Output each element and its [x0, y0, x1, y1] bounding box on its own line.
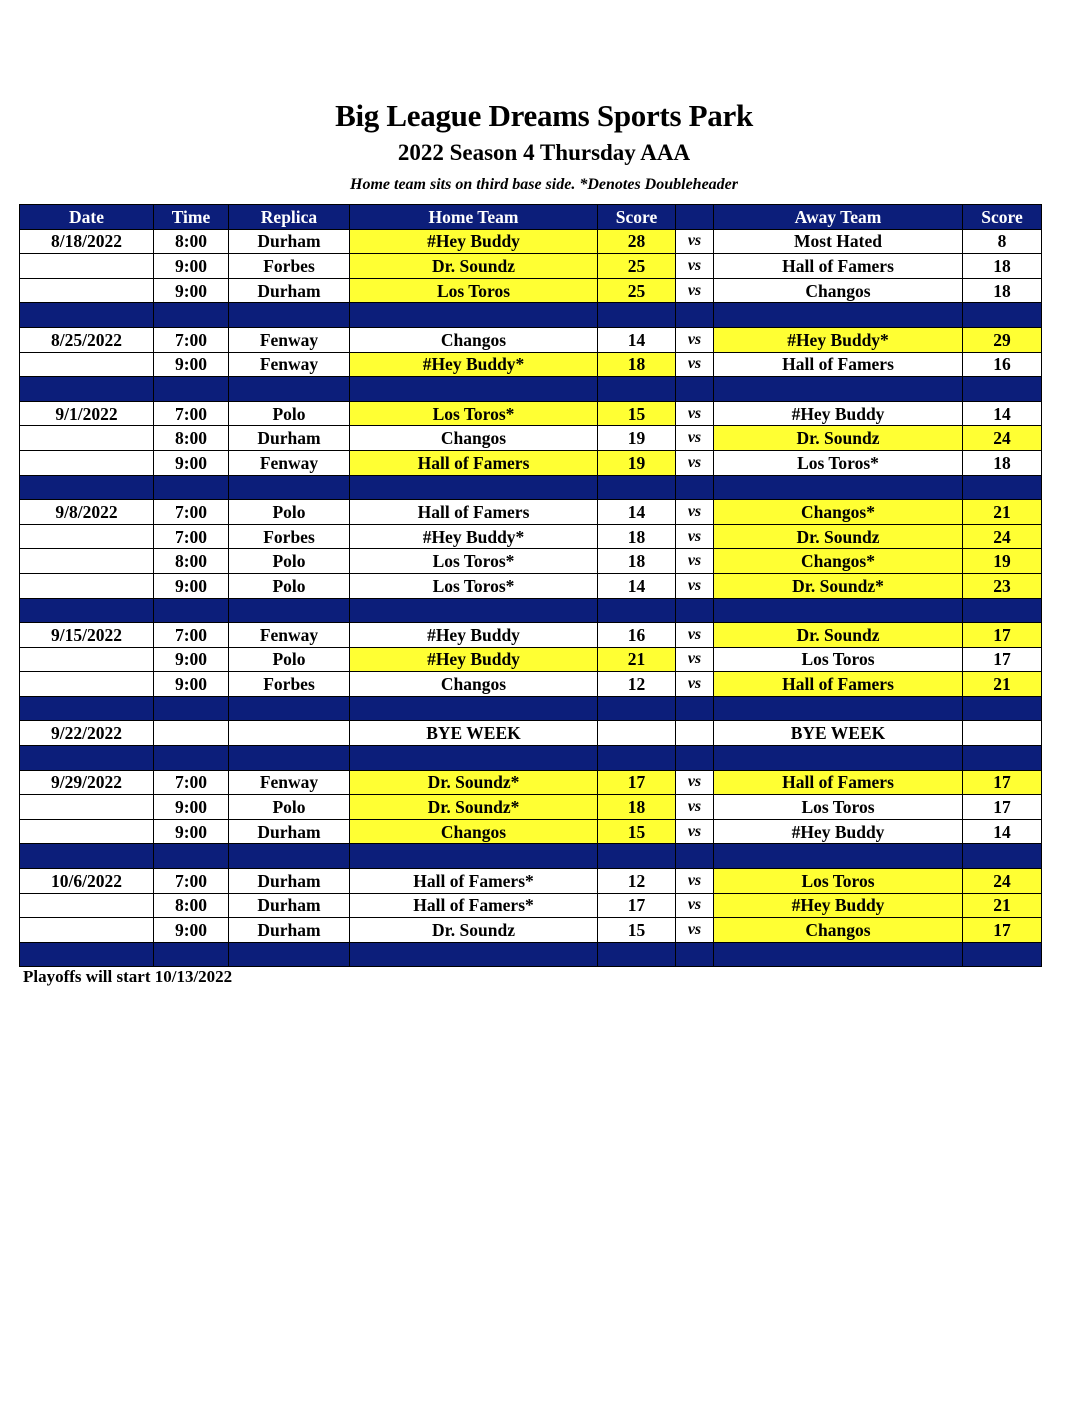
- game-row: [20, 524, 1042, 549]
- vs-cell: vs: [676, 352, 714, 377]
- home-score-cell: 21: [598, 647, 676, 672]
- page-subtitle: 2022 Season 4 Thursday AAA: [397, 140, 691, 165]
- away-team-cell: Hall of Famers: [714, 254, 963, 279]
- separator-cell: [229, 844, 350, 869]
- game-row: [20, 549, 1042, 574]
- bye-week-row: [20, 721, 1042, 746]
- home-score-cell: [598, 721, 676, 746]
- replica-cell: Fenway: [229, 327, 350, 352]
- separator-cell: [598, 303, 676, 328]
- replica-cell: [229, 721, 350, 746]
- home-team-cell: Hall of Famers: [350, 500, 598, 525]
- separator-cell: [154, 303, 229, 328]
- date-cell: [20, 524, 154, 549]
- separator-cell: [350, 303, 598, 328]
- separator-cell: [598, 746, 676, 771]
- home-team-cell: #Hey Buddy: [350, 229, 598, 254]
- game-row: [20, 672, 1042, 697]
- home-score-cell: 19: [598, 426, 676, 451]
- game-row: [20, 623, 1042, 648]
- replica-cell: Durham: [229, 918, 350, 943]
- vs-cell: vs: [676, 426, 714, 451]
- time-cell: 9:00: [154, 278, 229, 303]
- separator-row: [20, 377, 1042, 402]
- home-team-cell: Dr. Soundz*: [350, 795, 598, 820]
- game-row: [20, 278, 1042, 303]
- separator-row: [20, 746, 1042, 771]
- time-cell: 9:00: [154, 573, 229, 598]
- separator-cell: [676, 598, 714, 623]
- page-title: Big League Dreams Sports Park: [335, 98, 753, 133]
- replica-cell: Durham: [229, 426, 350, 451]
- away-score-cell: 16: [963, 352, 1042, 377]
- home-team-cell: Hall of Famers*: [350, 893, 598, 918]
- separator-cell: [350, 942, 598, 967]
- time-cell: 9:00: [154, 254, 229, 279]
- time-cell: 8:00: [154, 893, 229, 918]
- time-cell: 9:00: [154, 352, 229, 377]
- home-score-cell: 16: [598, 623, 676, 648]
- vs-cell: [676, 721, 714, 746]
- date-cell: [20, 795, 154, 820]
- separator-cell: [598, 598, 676, 623]
- separator-cell: [154, 598, 229, 623]
- away-score-cell: 17: [963, 647, 1042, 672]
- away-score-cell: 21: [963, 500, 1042, 525]
- home-team-cell: #Hey Buddy*: [350, 524, 598, 549]
- game-row: [20, 229, 1042, 254]
- replica-cell: Forbes: [229, 254, 350, 279]
- separator-cell: [229, 598, 350, 623]
- time-cell: 7:00: [154, 327, 229, 352]
- away-score-cell: 19: [963, 549, 1042, 574]
- separator-cell: [676, 942, 714, 967]
- away-team-cell: Dr. Soundz: [714, 426, 963, 451]
- time-cell: [154, 721, 229, 746]
- home-score-cell: 28: [598, 229, 676, 254]
- date-cell: [20, 278, 154, 303]
- vs-cell: vs: [676, 672, 714, 697]
- game-row: [20, 573, 1042, 598]
- separator-cell: [676, 746, 714, 771]
- away-score-cell: 21: [963, 893, 1042, 918]
- time-cell: 8:00: [154, 229, 229, 254]
- game-row: [20, 254, 1042, 279]
- separator-cell: [20, 598, 154, 623]
- vs-cell: vs: [676, 549, 714, 574]
- replica-cell: Fenway: [229, 623, 350, 648]
- away-team-cell: Los Toros: [714, 795, 963, 820]
- away-team-cell: #Hey Buddy: [714, 893, 963, 918]
- away-team-cell: #Hey Buddy*: [714, 327, 963, 352]
- vs-cell: vs: [676, 869, 714, 894]
- separator-cell: [598, 844, 676, 869]
- away-team-cell: Los Toros: [714, 869, 963, 894]
- time-cell: 9:00: [154, 672, 229, 697]
- date-cell: 9/8/2022: [20, 500, 154, 525]
- schedule-table: [19, 204, 1042, 967]
- separator-cell: [350, 598, 598, 623]
- away-score-cell: 17: [963, 918, 1042, 943]
- away-score-cell: 24: [963, 869, 1042, 894]
- away-team-cell: #Hey Buddy: [714, 401, 963, 426]
- time-cell: 7:00: [154, 623, 229, 648]
- away-team-cell: Most Hated: [714, 229, 963, 254]
- away-score-cell: 8: [963, 229, 1042, 254]
- away-score-cell: [963, 721, 1042, 746]
- replica-cell: Polo: [229, 795, 350, 820]
- separator-cell: [676, 303, 714, 328]
- separator-cell: [963, 942, 1042, 967]
- replica-cell: Durham: [229, 819, 350, 844]
- home-team-cell: Hall of Famers*: [350, 869, 598, 894]
- separator-cell: [229, 746, 350, 771]
- game-row: [20, 450, 1042, 475]
- col-header-away-score: Score: [963, 205, 1042, 230]
- away-team-cell: Hall of Famers: [714, 672, 963, 697]
- separator-cell: [714, 746, 963, 771]
- date-cell: 8/18/2022: [20, 229, 154, 254]
- separator-cell: [229, 303, 350, 328]
- time-cell: 9:00: [154, 450, 229, 475]
- vs-cell: vs: [676, 327, 714, 352]
- date-cell: 10/6/2022: [20, 869, 154, 894]
- home-score-cell: 17: [598, 893, 676, 918]
- separator-cell: [350, 377, 598, 402]
- home-team-cell: Changos: [350, 327, 598, 352]
- home-score-cell: 25: [598, 278, 676, 303]
- date-cell: [20, 672, 154, 697]
- away-team-cell: Dr. Soundz: [714, 524, 963, 549]
- replica-cell: Durham: [229, 229, 350, 254]
- game-row: [20, 327, 1042, 352]
- vs-cell: vs: [676, 254, 714, 279]
- separator-cell: [963, 746, 1042, 771]
- time-cell: 7:00: [154, 869, 229, 894]
- home-score-cell: 25: [598, 254, 676, 279]
- game-row: [20, 770, 1042, 795]
- home-team-cell: Changos: [350, 819, 598, 844]
- away-score-cell: 23: [963, 573, 1042, 598]
- col-header-away-team: Away Team: [714, 205, 963, 230]
- date-cell: [20, 254, 154, 279]
- time-cell: 9:00: [154, 918, 229, 943]
- away-team-cell: Changos*: [714, 549, 963, 574]
- date-cell: [20, 352, 154, 377]
- home-team-cell: Los Toros: [350, 278, 598, 303]
- away-team-cell: Dr. Soundz: [714, 623, 963, 648]
- time-cell: 7:00: [154, 500, 229, 525]
- separator-cell: [714, 598, 963, 623]
- replica-cell: Polo: [229, 647, 350, 672]
- separator-cell: [598, 696, 676, 721]
- game-row: [20, 401, 1042, 426]
- away-team-cell: Dr. Soundz*: [714, 573, 963, 598]
- separator-cell: [963, 696, 1042, 721]
- separator-cell: [676, 696, 714, 721]
- home-team-cell: Los Toros*: [350, 573, 598, 598]
- separator-cell: [963, 844, 1042, 869]
- separator-cell: [598, 377, 676, 402]
- separator-cell: [714, 475, 963, 500]
- separator-cell: [20, 475, 154, 500]
- replica-cell: Durham: [229, 869, 350, 894]
- away-score-cell: 29: [963, 327, 1042, 352]
- replica-cell: Forbes: [229, 672, 350, 697]
- vs-cell: vs: [676, 229, 714, 254]
- vs-cell: vs: [676, 401, 714, 426]
- schedule-body: [20, 229, 1042, 967]
- home-score-cell: 15: [598, 401, 676, 426]
- home-team-cell: #Hey Buddy: [350, 647, 598, 672]
- separator-cell: [350, 844, 598, 869]
- away-score-cell: 18: [963, 254, 1042, 279]
- separator-cell: [229, 942, 350, 967]
- home-team-cell: Changos: [350, 672, 598, 697]
- away-team-cell: Changos: [714, 278, 963, 303]
- separator-cell: [154, 942, 229, 967]
- home-score-cell: 17: [598, 770, 676, 795]
- date-cell: [20, 549, 154, 574]
- vs-cell: vs: [676, 647, 714, 672]
- replica-cell: Durham: [229, 278, 350, 303]
- away-score-cell: 17: [963, 770, 1042, 795]
- separator-cell: [20, 746, 154, 771]
- away-team-cell: BYE WEEK: [714, 721, 963, 746]
- col-header-replica: Replica: [229, 205, 350, 230]
- game-row: [20, 426, 1042, 451]
- separator-cell: [229, 475, 350, 500]
- date-cell: [20, 893, 154, 918]
- away-score-cell: 17: [963, 795, 1042, 820]
- separator-cell: [598, 942, 676, 967]
- home-team-cell: BYE WEEK: [350, 721, 598, 746]
- away-score-cell: 14: [963, 401, 1042, 426]
- separator-cell: [963, 598, 1042, 623]
- vs-cell: vs: [676, 918, 714, 943]
- away-team-cell: Hall of Famers: [714, 352, 963, 377]
- col-header-time: Time: [154, 205, 229, 230]
- replica-cell: Fenway: [229, 450, 350, 475]
- vs-cell: vs: [676, 500, 714, 525]
- separator-cell: [350, 696, 598, 721]
- separator-cell: [714, 377, 963, 402]
- separator-cell: [20, 844, 154, 869]
- col-header-home-team: Home Team: [350, 205, 598, 230]
- time-cell: 9:00: [154, 819, 229, 844]
- game-row: [20, 500, 1042, 525]
- home-score-cell: 14: [598, 500, 676, 525]
- separator-cell: [154, 696, 229, 721]
- replica-cell: Durham: [229, 893, 350, 918]
- vs-cell: vs: [676, 524, 714, 549]
- game-row: [20, 869, 1042, 894]
- time-cell: 8:00: [154, 426, 229, 451]
- vs-cell: vs: [676, 623, 714, 648]
- home-team-cell: Hall of Famers: [350, 450, 598, 475]
- away-score-cell: 21: [963, 672, 1042, 697]
- home-team-cell: Dr. Soundz*: [350, 770, 598, 795]
- vs-cell: vs: [676, 278, 714, 303]
- home-team-cell: #Hey Buddy*: [350, 352, 598, 377]
- home-score-cell: 15: [598, 918, 676, 943]
- home-score-cell: 14: [598, 327, 676, 352]
- away-score-cell: 18: [963, 278, 1042, 303]
- separator-cell: [714, 942, 963, 967]
- separator-row: [20, 475, 1042, 500]
- replica-cell: Fenway: [229, 352, 350, 377]
- playoffs-note: Playoffs will start 10/13/2022: [23, 967, 233, 986]
- col-header-vs: [676, 205, 714, 230]
- separator-row: [20, 942, 1042, 967]
- away-team-cell: #Hey Buddy: [714, 819, 963, 844]
- table-header-row: [20, 205, 1042, 230]
- date-cell: [20, 426, 154, 451]
- home-score-cell: 14: [598, 573, 676, 598]
- away-score-cell: 18: [963, 450, 1042, 475]
- date-cell: [20, 647, 154, 672]
- separator-cell: [154, 475, 229, 500]
- home-score-cell: 18: [598, 524, 676, 549]
- separator-cell: [350, 746, 598, 771]
- home-score-cell: 15: [598, 819, 676, 844]
- vs-cell: vs: [676, 770, 714, 795]
- separator-cell: [154, 746, 229, 771]
- separator-row: [20, 598, 1042, 623]
- separator-cell: [963, 475, 1042, 500]
- game-row: [20, 893, 1042, 918]
- date-cell: [20, 819, 154, 844]
- separator-cell: [229, 696, 350, 721]
- replica-cell: Polo: [229, 401, 350, 426]
- game-row: [20, 647, 1042, 672]
- separator-cell: [963, 377, 1042, 402]
- replica-cell: Polo: [229, 549, 350, 574]
- home-team-cell: Los Toros*: [350, 549, 598, 574]
- separator-cell: [20, 377, 154, 402]
- vs-cell: vs: [676, 450, 714, 475]
- separator-row: [20, 844, 1042, 869]
- away-team-cell: Hall of Famers: [714, 770, 963, 795]
- col-header-home-score: Score: [598, 205, 676, 230]
- vs-cell: vs: [676, 795, 714, 820]
- separator-cell: [714, 696, 963, 721]
- away-team-cell: Changos: [714, 918, 963, 943]
- separator-cell: [229, 377, 350, 402]
- away-team-cell: Changos*: [714, 500, 963, 525]
- game-row: [20, 795, 1042, 820]
- home-score-cell: 12: [598, 869, 676, 894]
- game-row: [20, 918, 1042, 943]
- date-cell: 9/22/2022: [20, 721, 154, 746]
- separator-cell: [963, 303, 1042, 328]
- separator-row: [20, 696, 1042, 721]
- away-team-cell: Los Toros: [714, 647, 963, 672]
- away-score-cell: 24: [963, 426, 1042, 451]
- home-score-cell: 19: [598, 450, 676, 475]
- time-cell: 9:00: [154, 647, 229, 672]
- separator-cell: [20, 303, 154, 328]
- separator-cell: [20, 696, 154, 721]
- home-score-cell: 18: [598, 352, 676, 377]
- schedule-note: Home team sits on third base side. *Denotes Doubleheader: [350, 176, 738, 193]
- time-cell: 9:00: [154, 795, 229, 820]
- home-team-cell: Dr. Soundz: [350, 918, 598, 943]
- separator-cell: [154, 377, 229, 402]
- date-cell: [20, 918, 154, 943]
- separator-row: [20, 303, 1042, 328]
- home-team-cell: #Hey Buddy: [350, 623, 598, 648]
- date-cell: 9/29/2022: [20, 770, 154, 795]
- date-cell: 8/25/2022: [20, 327, 154, 352]
- away-score-cell: 17: [963, 623, 1042, 648]
- separator-cell: [350, 475, 598, 500]
- home-score-cell: 18: [598, 549, 676, 574]
- time-cell: 7:00: [154, 770, 229, 795]
- game-row: [20, 819, 1042, 844]
- date-cell: 9/1/2022: [20, 401, 154, 426]
- away-score-cell: 24: [963, 524, 1042, 549]
- replica-cell: Polo: [229, 500, 350, 525]
- home-score-cell: 12: [598, 672, 676, 697]
- date-cell: [20, 450, 154, 475]
- separator-cell: [154, 844, 229, 869]
- replica-cell: Forbes: [229, 524, 350, 549]
- separator-cell: [676, 844, 714, 869]
- game-row: [20, 352, 1042, 377]
- home-team-cell: Changos: [350, 426, 598, 451]
- home-team-cell: Los Toros*: [350, 401, 598, 426]
- separator-cell: [676, 475, 714, 500]
- date-cell: [20, 573, 154, 598]
- time-cell: 8:00: [154, 549, 229, 574]
- separator-cell: [714, 303, 963, 328]
- vs-cell: vs: [676, 573, 714, 598]
- home-score-cell: 18: [598, 795, 676, 820]
- separator-cell: [598, 475, 676, 500]
- away-score-cell: 14: [963, 819, 1042, 844]
- separator-cell: [676, 377, 714, 402]
- away-team-cell: Los Toros*: [714, 450, 963, 475]
- time-cell: 7:00: [154, 524, 229, 549]
- col-header-date: Date: [20, 205, 154, 230]
- replica-cell: Polo: [229, 573, 350, 598]
- time-cell: 7:00: [154, 401, 229, 426]
- separator-cell: [20, 942, 154, 967]
- vs-cell: vs: [676, 819, 714, 844]
- replica-cell: Fenway: [229, 770, 350, 795]
- home-team-cell: Dr. Soundz: [350, 254, 598, 279]
- date-cell: 9/15/2022: [20, 623, 154, 648]
- vs-cell: vs: [676, 893, 714, 918]
- separator-cell: [714, 844, 963, 869]
